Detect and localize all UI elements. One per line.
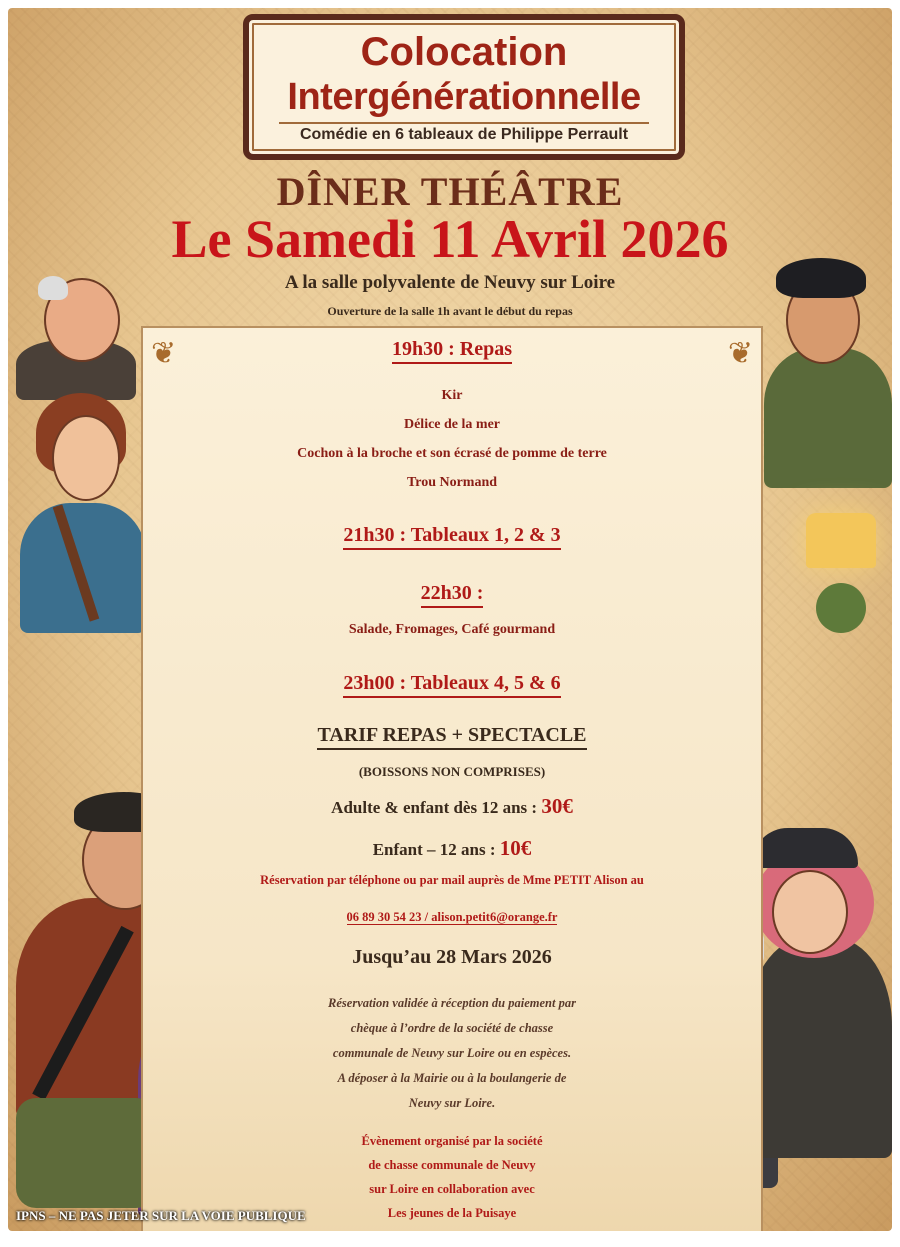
- ornament-right-icon: ❦: [727, 337, 753, 370]
- young-man-backpack-illustration: [758, 258, 892, 488]
- menu-item: Cochon à la broche et son écrasé de pomme de terre: [297, 446, 607, 461]
- program-panel: [141, 326, 763, 1231]
- payment-line: Neuvy sur Loire.: [408, 1096, 496, 1110]
- menu-item: Délice de la mer: [403, 417, 500, 432]
- menu-item: Trou Normand: [406, 475, 498, 490]
- old-man-illustration: [16, 270, 146, 390]
- young-woman-illustration: [16, 393, 146, 633]
- drinks-note: (BOISSONS NON COMPRISES): [358, 764, 546, 779]
- event-place: A la salle polyvalente de Neuvy sur Loire: [284, 272, 616, 293]
- banner-divider: [279, 122, 649, 124]
- poster: [8, 8, 892, 1231]
- tableaux-1-heading: 21h30 : Tableaux 1, 2 & 3: [143, 524, 761, 550]
- reservation-deadline: Jusqu’au 28 Mars 2026: [352, 946, 552, 968]
- payment-line: chèque à l’ordre de la société de chasse: [350, 1021, 554, 1035]
- event-type: DÎNER THÉÂTRE: [276, 169, 624, 214]
- organizer-line: Évènement organisé par la société: [361, 1134, 543, 1148]
- child-price-line: Enfant – 12 ans : 10€: [372, 836, 532, 860]
- tableaux-2-heading: 23h00 : Tableaux 4, 5 & 6: [143, 672, 761, 698]
- opening-note: Ouverture de la salle 1h avant le début du repas: [327, 304, 573, 318]
- payment-line: A déposer à la Mairie ou à la boulangerie de: [337, 1071, 567, 1085]
- organizer-line: Les jeunes de la Puisaye: [387, 1206, 517, 1220]
- reservation-contact: 06 89 30 54 23 / alison.petit6@orange.fr: [346, 910, 558, 924]
- reservation-text: Réservation par téléphone ou par mail auprès de Mme PETIT Alison au: [260, 873, 644, 887]
- pause-items: Salade, Fromages, Café gourmand: [348, 622, 556, 637]
- pause-heading: 22h30 :: [143, 582, 761, 608]
- ipns-footer: IPNS – NE PAS JETER SUR LA VOIE PUBLIQUE: [16, 1208, 306, 1223]
- adult-price-line: Adulte & enfant dès 12 ans : 30€: [331, 794, 573, 818]
- ornament-left-icon: ❦: [151, 337, 177, 370]
- sofa-illustration: [16, 1058, 156, 1208]
- organizer-line: sur Loire en collaboration avec: [369, 1182, 535, 1196]
- payment-line: communale de Neuvy sur Loire ou en espèces.: [332, 1046, 572, 1060]
- title-line-2: Intergénérationnelle: [287, 76, 641, 118]
- repas-heading: 19h30 : Repas: [143, 338, 761, 364]
- menu-item: Kir: [441, 388, 463, 403]
- title-line-1: Colocation: [360, 30, 568, 74]
- tarif-heading: TARIF REPAS + SPECTACLE: [143, 724, 761, 750]
- lamp-illustration: [796, 513, 886, 638]
- organizer-line: de chasse communale de Neuvy: [368, 1158, 536, 1172]
- title-banner: [243, 14, 685, 160]
- title-subtitle: Comédie en 6 tableaux de Philippe Perrault: [299, 126, 629, 143]
- payment-line: Réservation validée à réception du paiement par: [328, 996, 576, 1010]
- event-date: Le Samedi 11 Avril 2026: [171, 209, 729, 269]
